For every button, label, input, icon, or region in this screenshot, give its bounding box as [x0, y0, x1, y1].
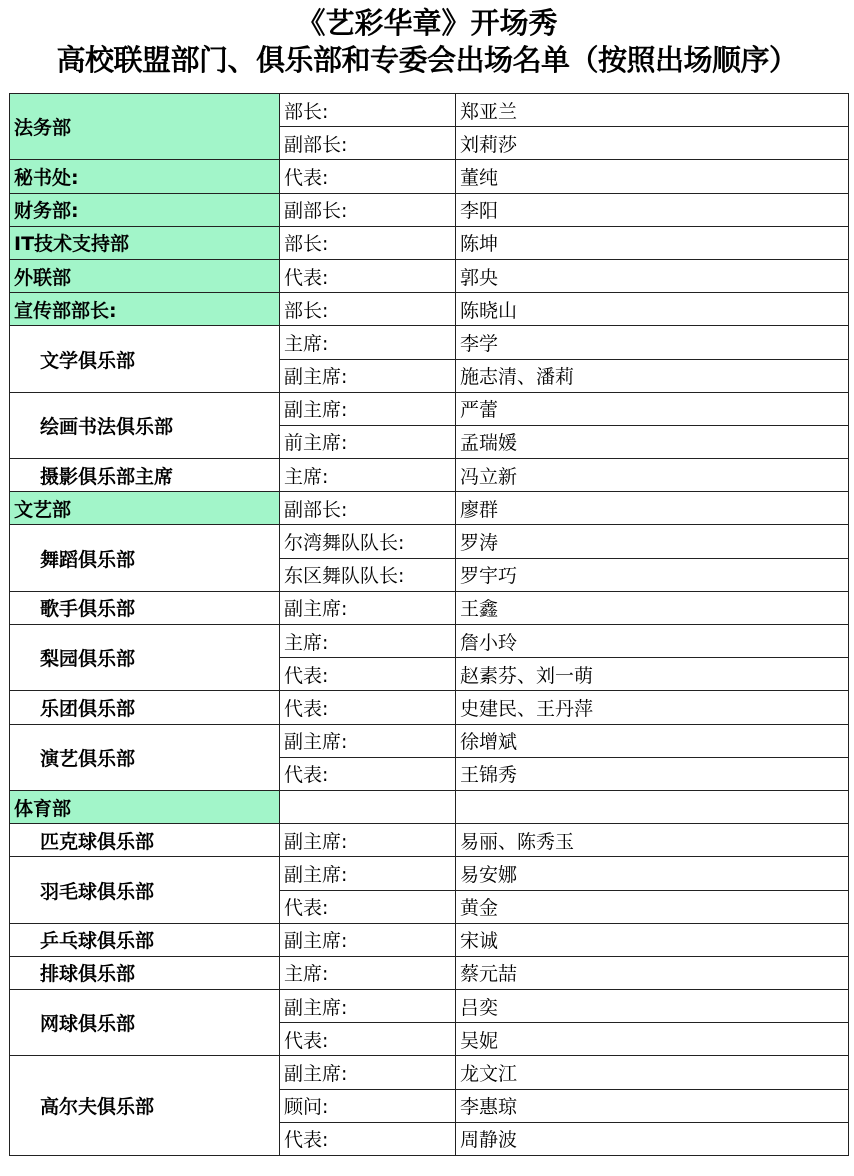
person-name: 冯立新: [456, 459, 849, 492]
person-name: 陈坤: [456, 226, 849, 259]
department-name: 财务部:: [10, 193, 280, 226]
person-name: 易安娜: [456, 857, 849, 890]
role-title: 部长:: [280, 226, 456, 259]
role-title: 代表:: [280, 691, 456, 724]
table-row: [10, 392, 849, 425]
role-title: 主席:: [280, 326, 456, 359]
table-row: [10, 857, 849, 890]
department-name: 文艺部: [10, 492, 280, 525]
person-name: 廖群: [456, 492, 849, 525]
role-title: 副主席:: [280, 857, 456, 890]
role-title: 主席:: [280, 956, 456, 989]
club-name: 排球俱乐部: [10, 956, 280, 989]
table-row: [10, 691, 849, 724]
table-row: [10, 790, 849, 823]
club-name: 高尔夫俱乐部: [10, 1056, 280, 1156]
role-title: 部长:: [280, 293, 456, 326]
table-row: [10, 492, 849, 525]
table-row: [10, 259, 849, 292]
role-title: 代表:: [280, 757, 456, 790]
roster-table: [9, 93, 849, 1156]
person-name: 易丽、陈秀玉: [456, 824, 849, 857]
person-name: 周静波: [456, 1122, 849, 1155]
club-name: 演艺俱乐部: [10, 724, 280, 790]
table-row: [10, 193, 849, 226]
person-name: 李学: [456, 326, 849, 359]
role-title: 代表:: [280, 1122, 456, 1155]
page-title: 《艺彩华章》开场秀: [296, 6, 558, 40]
role-title: 副部长:: [280, 127, 456, 160]
role-title: 副主席:: [280, 591, 456, 624]
role-title: 代表:: [280, 658, 456, 691]
role-title: 主席:: [280, 459, 456, 492]
person-name: 李阳: [456, 193, 849, 226]
club-name: 文学俱乐部: [10, 326, 280, 392]
table-row: [10, 824, 849, 857]
role-title: 副主席:: [280, 824, 456, 857]
table-row: [10, 226, 849, 259]
table-row: [10, 160, 849, 193]
role-title: 顾问:: [280, 1089, 456, 1122]
person-name: 郑亚兰: [456, 94, 849, 127]
role-title: 副部长:: [280, 492, 456, 525]
role-title: 前主席:: [280, 425, 456, 458]
role-title: 副主席:: [280, 923, 456, 956]
person-name: 王鑫: [456, 591, 849, 624]
club-name: 歌手俱乐部: [10, 591, 280, 624]
role-title: 副主席:: [280, 1056, 456, 1089]
table-row: [10, 326, 849, 359]
table-row: [10, 459, 849, 492]
club-name: 乐团俱乐部: [10, 691, 280, 724]
table-row: [10, 591, 849, 624]
role-title: 代表:: [280, 890, 456, 923]
role-title: 代表:: [280, 259, 456, 292]
table-row: [10, 625, 849, 658]
person-name: 宋诚: [456, 923, 849, 956]
person-name: 罗宇巧: [456, 558, 849, 591]
table-row: [10, 525, 849, 558]
table-row: [10, 956, 849, 989]
person-name: 赵素芬、刘一萌: [456, 658, 849, 691]
person-name: 李惠琼: [456, 1089, 849, 1122]
role-title: 尔湾舞队队长:: [280, 525, 456, 558]
person-name: 黄金: [456, 890, 849, 923]
person-name: 史建民、王丹萍: [456, 691, 849, 724]
table-row: [10, 293, 849, 326]
role-title: 主席:: [280, 625, 456, 658]
role-title: 副主席:: [280, 724, 456, 757]
role-title: 副主席:: [280, 359, 456, 392]
person-name: 董纯: [456, 160, 849, 193]
person-name: 徐增斌: [456, 724, 849, 757]
club-name: 摄影俱乐部主席: [10, 459, 280, 492]
department-name: 宣传部部长:: [10, 293, 280, 326]
person-name: 严蕾: [456, 392, 849, 425]
person-name: 吕奕: [456, 990, 849, 1023]
person-name: 郭央: [456, 259, 849, 292]
table-row: [10, 724, 849, 757]
person-name: 罗涛: [456, 525, 849, 558]
role-title: 部长:: [280, 94, 456, 127]
department-name: 体育部: [10, 790, 280, 823]
person-name: 詹小玲: [456, 625, 849, 658]
table-row: [10, 990, 849, 1023]
role-title: [280, 790, 456, 823]
table-row: [10, 94, 849, 127]
club-name: 绘画书法俱乐部: [10, 392, 280, 458]
role-title: 副主席:: [280, 990, 456, 1023]
person-name: 刘莉莎: [456, 127, 849, 160]
role-title: 副部长:: [280, 193, 456, 226]
person-name: 陈晓山: [456, 293, 849, 326]
person-name: 吴妮: [456, 1023, 849, 1056]
role-title: 副主席:: [280, 392, 456, 425]
person-name: [456, 790, 849, 823]
role-title: 东区舞队队长:: [280, 558, 456, 591]
club-name: 匹克球俱乐部: [10, 824, 280, 857]
person-name: 孟瑞媛: [456, 425, 849, 458]
page-subtitle: 高校联盟部门、俱乐部和专委会出场名单（按照出场顺序）: [56, 43, 798, 77]
department-name: 外联部: [10, 259, 280, 292]
club-name: 网球俱乐部: [10, 990, 280, 1056]
person-name: 施志清、潘莉: [456, 359, 849, 392]
table-row: [10, 1056, 849, 1089]
club-name: 舞蹈俱乐部: [10, 525, 280, 591]
person-name: 王锦秀: [456, 757, 849, 790]
club-name: 羽毛球俱乐部: [10, 857, 280, 923]
person-name: 蔡元喆: [456, 956, 849, 989]
role-title: 代表:: [280, 1023, 456, 1056]
department-name: IT技术支持部: [10, 226, 280, 259]
person-name: 龙文江: [456, 1056, 849, 1089]
department-name: 法务部: [10, 94, 280, 160]
club-name: 梨园俱乐部: [10, 625, 280, 691]
club-name: 乒乓球俱乐部: [10, 923, 280, 956]
table-row: [10, 923, 849, 956]
role-title: 代表:: [280, 160, 456, 193]
department-name: 秘书处:: [10, 160, 280, 193]
